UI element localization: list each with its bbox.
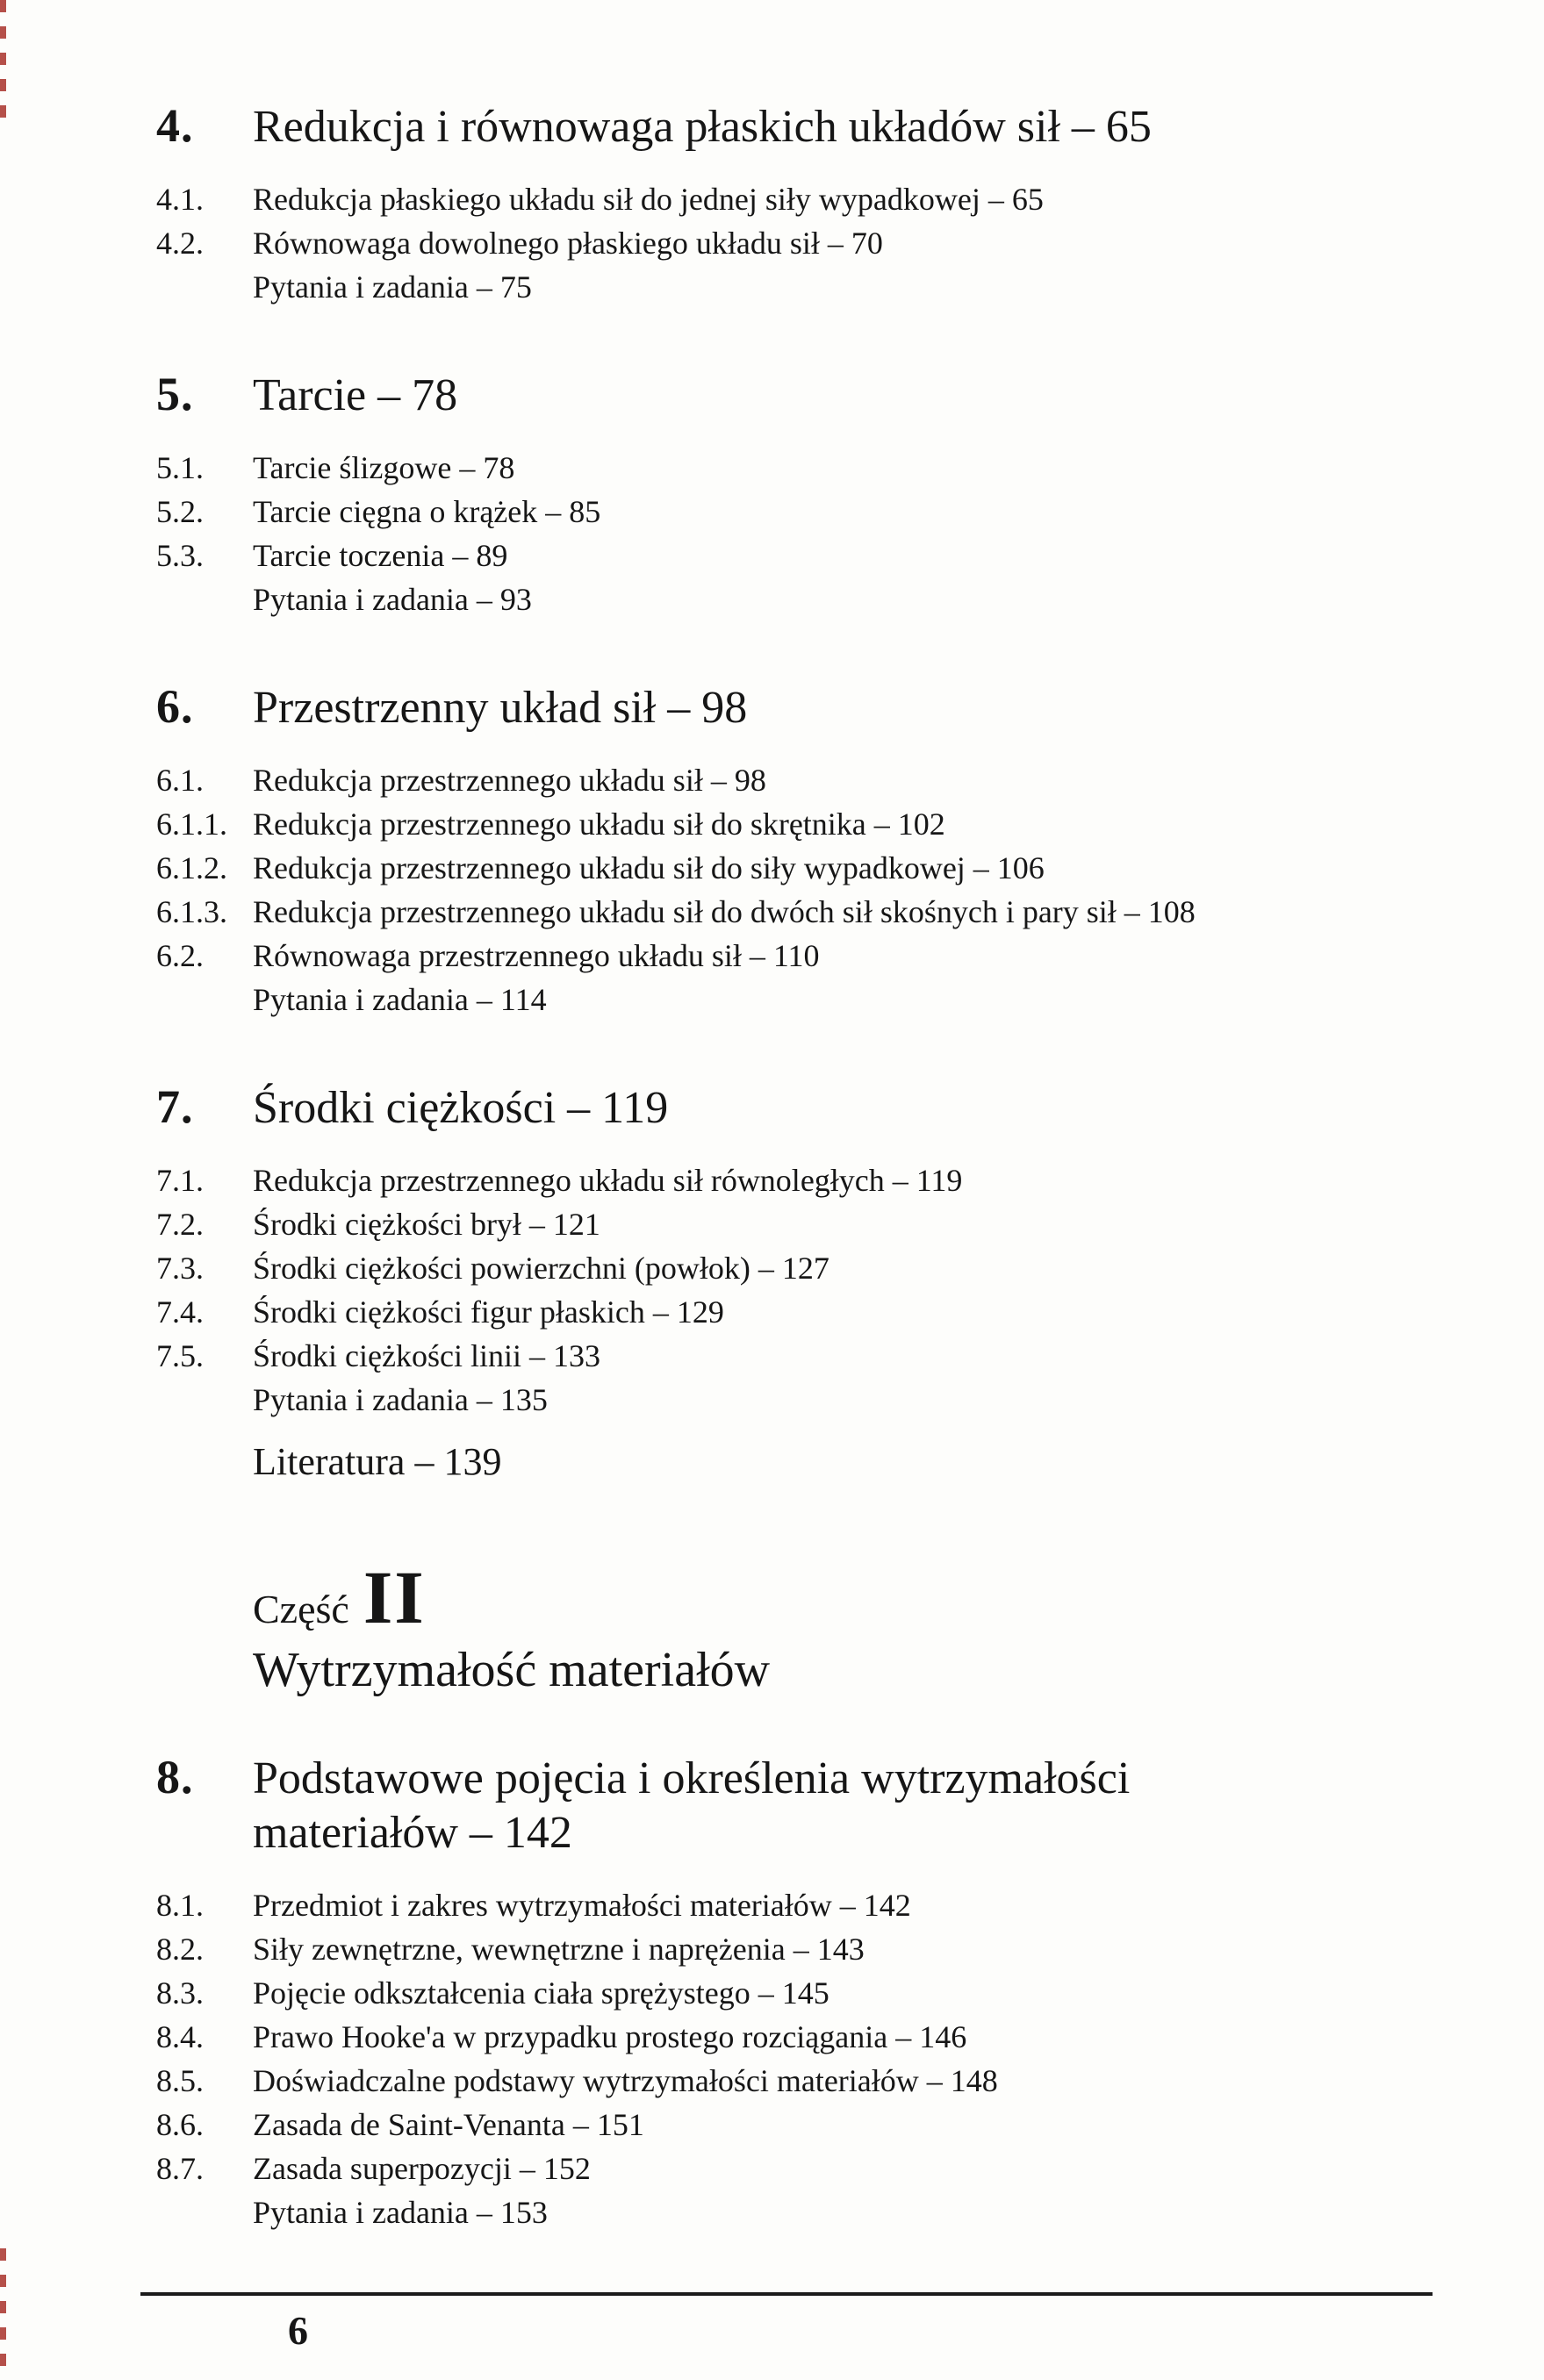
toc-entry <box>156 1971 1491 2015</box>
toc-entry <box>156 534 1491 577</box>
entry-label: Zasada de Saint-Venanta – 151 <box>253 2107 644 2142</box>
entry-label: Siły zewnętrzne, wewnętrzne i naprężenia – 143 <box>253 1932 865 1967</box>
entry-number: 7.1. <box>156 1163 204 1198</box>
entry-label: Redukcja przestrzennego układu sił do siły wypadkowej – 106 <box>253 850 1045 885</box>
entry-label: Środki ciężkości brył – 121 <box>253 1207 600 1242</box>
entry-number: 5.3. <box>156 538 204 573</box>
toc-entry <box>156 2059 1491 2103</box>
entry-number: 8.3. <box>156 1975 204 2011</box>
chapter-5-section <box>156 367 1491 621</box>
chapter-8-entries <box>156 1883 1491 2234</box>
entry-number: 7.4. <box>156 1294 204 1330</box>
toc-entry <box>156 802 1491 846</box>
entry-label: Zasada superpozycji – 152 <box>253 2151 591 2186</box>
chapter-title: Tarcie – 78 <box>253 370 458 420</box>
chapter-title: Przestrzenny układ sił – 98 <box>253 683 748 733</box>
entry-label: Redukcja przestrzennego układu sił – 98 <box>253 763 766 798</box>
footer-rule <box>140 2292 1433 2296</box>
entry-label: Pytania i zadania – 135 <box>253 1382 548 1417</box>
entry-number: 5.2. <box>156 494 204 529</box>
toc-entry <box>156 2190 1491 2234</box>
entry-number: 8.7. <box>156 2151 204 2186</box>
entry-number: 8.2. <box>156 1932 204 1967</box>
entry-number: 8.1. <box>156 1888 204 1923</box>
entry-number: 6.1.3. <box>156 894 227 929</box>
entry-label: Równowaga dowolnego płaskiego układu sił – 70 <box>253 226 883 261</box>
entry-number: 4.1. <box>156 182 204 217</box>
toc-entry <box>156 1883 1491 1927</box>
entry-number: 6.1. <box>156 763 204 798</box>
entry-number: 6.2. <box>156 938 204 973</box>
entry-label: Pojęcie odkształcenia ciała sprężystego – 145 <box>253 1975 829 2011</box>
entry-label: Tarcie cięgna o krążek – 85 <box>253 494 601 529</box>
entry-label: Przedmiot i zakres wytrzymałości materiałów – 142 <box>253 1888 911 1923</box>
entry-label: Pytania i zadania – 75 <box>253 269 532 305</box>
entry-number: 8.4. <box>156 2019 204 2054</box>
entry-number: 7.3. <box>156 1251 204 1286</box>
entry-number: 6.1.1. <box>156 806 227 842</box>
entry-label: Tarcie ślizgowe – 78 <box>253 450 515 485</box>
entry-number: 7.2. <box>156 1207 204 1242</box>
literatura-line: Literatura – 139 <box>253 1440 502 1483</box>
entry-label: Środki ciężkości powierzchni (powłok) – 127 <box>253 1251 829 1286</box>
chapter-4-section <box>156 98 1491 309</box>
chapter-8-section <box>156 1750 1491 2234</box>
scan-edge-mark <box>0 0 6 123</box>
chapter-title: Podstawowe pojęcia i określenia wytrzymałości materiałów – 142 <box>253 1753 1131 1858</box>
toc-entry <box>156 1246 1491 1290</box>
entry-label: Pytania i zadania – 114 <box>253 982 547 1017</box>
chapter-7-section <box>156 1079 1491 1487</box>
entry-label: Pytania i zadania – 93 <box>253 582 532 617</box>
chapter-number: 7. <box>156 1080 194 1133</box>
chapter-heading-7 <box>156 1079 1491 1136</box>
entry-label: Równowaga przestrzennego układu sił – 110 <box>253 938 820 973</box>
chapter-number: 5. <box>156 368 194 420</box>
toc-entry <box>156 934 1491 978</box>
chapter-number: 6. <box>156 680 194 733</box>
part-heading <box>253 1557 1491 1638</box>
toc-entry <box>156 1378 1491 1422</box>
chapter-5-entries <box>156 446 1491 621</box>
toc-entry <box>156 1927 1491 1971</box>
part-title: Wytrzymałość materiałów <box>253 1643 771 1697</box>
chapter-heading-5 <box>156 367 1491 423</box>
page-number: 6 <box>288 2308 308 2353</box>
entry-label: Prawo Hooke'a w przypadku prostego rozciągania – 146 <box>253 2019 967 2054</box>
entry-number: 8.5. <box>156 2063 204 2098</box>
chapter-7-entries <box>156 1158 1491 1422</box>
part-numeral: II <box>363 1555 426 1639</box>
chapter-4-entries <box>156 177 1491 309</box>
chapter-heading-4 <box>156 98 1491 154</box>
entry-label: Redukcja płaskiego układu sił do jednej siły wypadkowej – 65 <box>253 182 1044 217</box>
toc-entry <box>156 1290 1491 1334</box>
entry-number: 4.2. <box>156 226 204 261</box>
toc-entry <box>156 758 1491 802</box>
part-divider <box>253 1557 1491 1699</box>
entry-label: Doświadczalne podstawy wytrzymałości materiałów – 148 <box>253 2063 998 2098</box>
entry-label: Redukcja przestrzennego układu sił równoległych – 119 <box>253 1163 963 1198</box>
entry-label: Środki ciężkości linii – 133 <box>253 1338 600 1373</box>
toc-entry <box>156 846 1491 890</box>
toc-entry <box>156 1158 1491 1202</box>
toc-entry <box>156 221 1491 265</box>
entry-number: 8.6. <box>156 2107 204 2142</box>
toc-entry <box>156 1334 1491 1378</box>
toc-entry <box>156 2015 1491 2059</box>
toc-entry <box>156 1202 1491 1246</box>
chapter-number: 4. <box>156 99 194 152</box>
scan-edge-mark <box>0 2248 6 2380</box>
toc-entry <box>156 177 1491 221</box>
entry-number: 5.1. <box>156 450 204 485</box>
toc-entry <box>156 890 1491 934</box>
entry-label: Tarcie toczenia – 89 <box>253 538 508 573</box>
entry-number: 6.1.2. <box>156 850 227 885</box>
toc-entry <box>156 2147 1491 2190</box>
toc-entry <box>156 490 1491 534</box>
toc-entry <box>156 2103 1491 2147</box>
part-label: Część <box>253 1587 349 1631</box>
toc-entry <box>156 265 1491 309</box>
entry-label: Pytania i zadania – 153 <box>253 2195 548 2230</box>
chapter-number: 8. <box>156 1751 194 1803</box>
chapter-6-entries <box>156 758 1491 1022</box>
chapter-heading-8 <box>156 1750 1491 1860</box>
chapter-title: Środki ciężkości – 119 <box>253 1083 669 1133</box>
entry-label: Redukcja przestrzennego układu sił do dwóch sił skośnych i pary sił – 108 <box>253 894 1196 929</box>
toc-entry <box>156 446 1491 490</box>
entry-label: Środki ciężkości figur płaskich – 129 <box>253 1294 724 1330</box>
chapter-heading-6 <box>156 679 1491 735</box>
chapter-title: Redukcja i równowaga płaskich układów sił – 65 <box>253 102 1152 152</box>
toc-entry <box>156 978 1491 1022</box>
entry-label: Redukcja przestrzennego układu sił do skrętnika – 102 <box>253 806 945 842</box>
chapter-6-section <box>156 679 1491 1022</box>
entry-number: 7.5. <box>156 1338 204 1373</box>
toc-entry <box>156 577 1491 621</box>
